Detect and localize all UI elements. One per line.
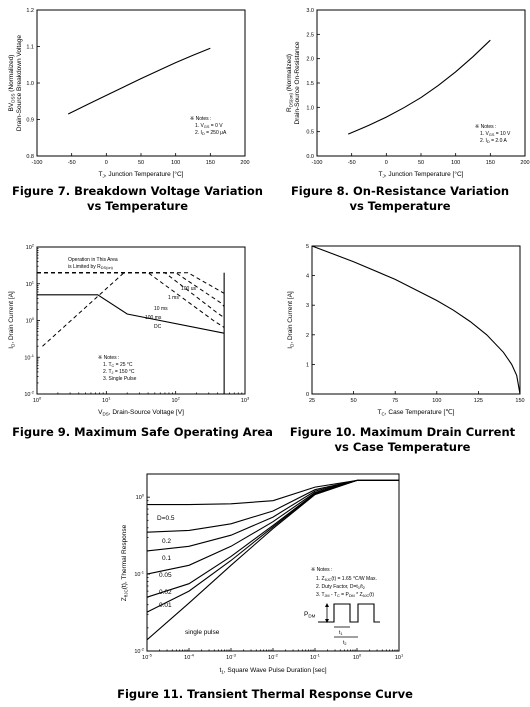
x-tick-label: 0: [384, 160, 388, 166]
x-tick-label: $10^3$: [240, 395, 250, 404]
fig7-ylabel-line2: Drain-Source Breakdown Voltage: [16, 34, 23, 132]
x-tick-label: 50: [350, 398, 357, 404]
y-tick-label: 1: [305, 362, 309, 369]
y-tick-label: 2.5: [306, 32, 314, 39]
x-tick-label: 100: [432, 398, 442, 404]
fig9-xlabel: $V_{DS}$, Drain-Source Voltage [V]: [98, 409, 184, 417]
fig11-label-d005: 0.05: [159, 572, 172, 579]
fig10-ylabel: $I_D$, Drain Current [A]: [287, 291, 295, 349]
x-tick-label: $10^{-4}$: [184, 652, 194, 661]
x-tick-label: -100: [31, 160, 43, 166]
fig10-xlabel: $T_C$, Case Temperature [℃]: [377, 409, 455, 417]
x-tick-label: 50: [137, 160, 145, 166]
x-tick-label: $10^0$: [32, 395, 42, 404]
y-tick-label: 0.0: [306, 154, 314, 160]
y-tick-label: 1.5: [306, 81, 314, 87]
fig9-label-10ms: 10 ms: [154, 306, 168, 312]
y-tick-label: 0.5: [306, 129, 314, 136]
fig11-caption: [0, 687, 530, 702]
y-tick-label: $10^0$: [135, 492, 144, 502]
fig9-label-1ms: 1 ms: [168, 295, 179, 301]
x-tick-label: 150: [205, 160, 215, 166]
y-tick-label: 2: [305, 332, 309, 339]
fig11-label-d01: 0.1: [162, 555, 172, 562]
fig9-caption-line1: Figure 9. Maximum Safe Operating Area: [12, 425, 273, 439]
x-tick-label: 200: [520, 160, 530, 166]
x-tick-label: $10^{-5}$: [142, 652, 152, 661]
x-tick-label: $10^2$: [171, 395, 180, 404]
x-tick-label: $10^{-2}$: [268, 652, 278, 661]
fig11-caption-line1: Figure 11. Transient Thermal Response Curve: [117, 687, 413, 701]
fig11-note-1: 1. $Z_{\theta JC}(t) = 1.65$ ℃/W Max.: [316, 576, 377, 583]
fig11-label-d05: D=0.5: [157, 515, 175, 522]
fig9-label-100us: 100 us: [181, 286, 197, 292]
x-tick-label: 200: [240, 160, 250, 166]
x-tick-label: 100: [171, 160, 181, 166]
fig7-note-2: 2. $I_D = 250$ μA: [195, 130, 227, 137]
fig7-caption-line2: vs Temperature: [86, 199, 189, 213]
x-tick-label: $10^0$: [352, 652, 362, 661]
fig10-caption: [275, 425, 530, 455]
y-tick-label: 4: [305, 273, 309, 280]
fig8-caption: [270, 184, 530, 214]
fig7-caption: [0, 184, 275, 214]
fig9-annotation-line2: is Limited by $R_{DS(on)}$: [68, 264, 113, 271]
fig10-caption-line1: Figure 10. Maximum Drain Current: [289, 425, 516, 439]
y-tick-label: 0.8: [26, 154, 34, 160]
fig11-label-d02: 0.2: [162, 538, 172, 545]
fig8-ylabel-line1: $R_{DS(on)}$ (Normalized): [286, 54, 294, 112]
x-tick-label: 50: [417, 160, 425, 166]
x-tick-label: $10^{-1}$: [310, 652, 320, 661]
fig7-note-1: 1. $V_{GS} = 0$ V: [195, 123, 223, 130]
fig11-t2-label: $t_2$: [343, 640, 347, 647]
x-tick-label: 0: [104, 160, 108, 166]
x-tick-label: 25: [308, 398, 316, 404]
fig7-note-title: ※ Notes :: [190, 116, 212, 122]
x-tick-label: 75: [392, 398, 399, 404]
fig8-xlabel: $T_J$, Junction Temperature [°C]: [378, 171, 464, 179]
x-tick-label: 150: [485, 160, 495, 166]
x-tick-label: $10^{-3}$: [226, 652, 236, 661]
y-tick-label: 1.1: [26, 44, 34, 51]
fig7-xlabel: $T_J$, Junction Temperature [°C]: [98, 171, 184, 179]
y-tick-label: 3.0: [306, 8, 314, 14]
fig9-label-dc: DC: [154, 324, 162, 330]
x-tick-label: -100: [311, 160, 323, 166]
fig11-note-2: 2. Duty Factor, $D=t_1/t_2$: [316, 584, 365, 591]
x-tick-label: 100: [451, 160, 461, 166]
y-tick-label: $10^2$: [25, 242, 34, 251]
fig11-ylabel: $Z_{\theta JC}(t)$, Thermal Response: [121, 524, 129, 602]
y-tick-label: $10^{-1}$: [134, 569, 144, 579]
fig11-note-3: 3. $T_{JM} - T_C = P_{DM} * Z_{\theta JC}(t)$: [316, 592, 374, 599]
fig9-label-100ms: 100 ms: [145, 315, 162, 321]
fig11-xlabel: $t_1$, Square Wave Pulse Duration [sec]: [219, 667, 327, 675]
fig8-note-1: 1. $V_{GS} = 10$ V: [480, 131, 511, 138]
y-tick-label: 0: [305, 392, 309, 398]
fig7-caption-line1: Figure 7. Breakdown Voltage Variation: [12, 184, 263, 198]
y-tick-label: $10^1$: [25, 279, 34, 288]
x-tick-label: -50: [347, 160, 356, 166]
x-tick-label: $10^1$: [102, 395, 111, 404]
fig11-pdm-label: $P_{DM}$: [304, 611, 316, 619]
y-tick-label: 1.0: [306, 105, 314, 112]
fig11-label-d002: 0.02: [159, 589, 172, 596]
y-tick-label: 0.9: [26, 117, 34, 124]
y-tick-label: $10^{-1}$: [24, 352, 34, 362]
fig9-caption: [0, 425, 285, 440]
fig11-label-single: single pulse: [185, 629, 220, 636]
fig10-caption-line2: vs Case Temperature: [334, 440, 471, 454]
y-tick-label: 5: [305, 244, 309, 250]
fig8-ylabel-line2: Drain-Source On-Resistance: [294, 41, 301, 125]
fig9-note-1: 1. $T_C = 25$ °C: [103, 362, 133, 369]
x-tick-label: 150: [515, 398, 525, 404]
fig9-note-2: 2. $T_J = 150$ °C: [103, 369, 135, 376]
y-tick-label: 1.2: [26, 8, 34, 14]
fig8-note-title: ※ Notes :: [475, 124, 497, 130]
y-tick-label: 2.0: [306, 56, 314, 63]
fig11-note-title: ※ Notes :: [311, 567, 333, 573]
y-tick-label: $10^{-2}$: [24, 389, 34, 398]
fig9-note-title: ※ Notes :: [98, 355, 120, 361]
y-tick-label: $10^0$: [25, 316, 34, 325]
fig9-ylabel: $I_D$, Drain Current [A]: [8, 291, 16, 349]
fig8-note-2: 2. $I_D = 2.0$ A: [480, 138, 507, 145]
fig7-ylabel-line1: $BV_{DSS}$ (Normalized): [8, 54, 16, 112]
y-tick-label: $10^{-2}$: [134, 646, 144, 655]
fig9-note-3: 3. Single Pulse: [103, 376, 137, 382]
y-tick-label: 1.0: [26, 81, 34, 87]
x-tick-label: $10^1$: [394, 652, 404, 661]
fig9-annotation-line1: Operation in This Area: [68, 257, 118, 263]
fig8-caption-line2: vs Temperature: [349, 199, 451, 213]
y-tick-label: 3: [305, 303, 309, 310]
fig11-label-d001: 0.01: [159, 602, 172, 609]
x-tick-label: -50: [67, 160, 76, 166]
x-tick-label: 125: [473, 398, 483, 404]
fig11-t1-label: $t_1$: [339, 630, 343, 637]
fig8-caption-line1: Figure 8. On-Resistance Variation: [290, 184, 510, 198]
